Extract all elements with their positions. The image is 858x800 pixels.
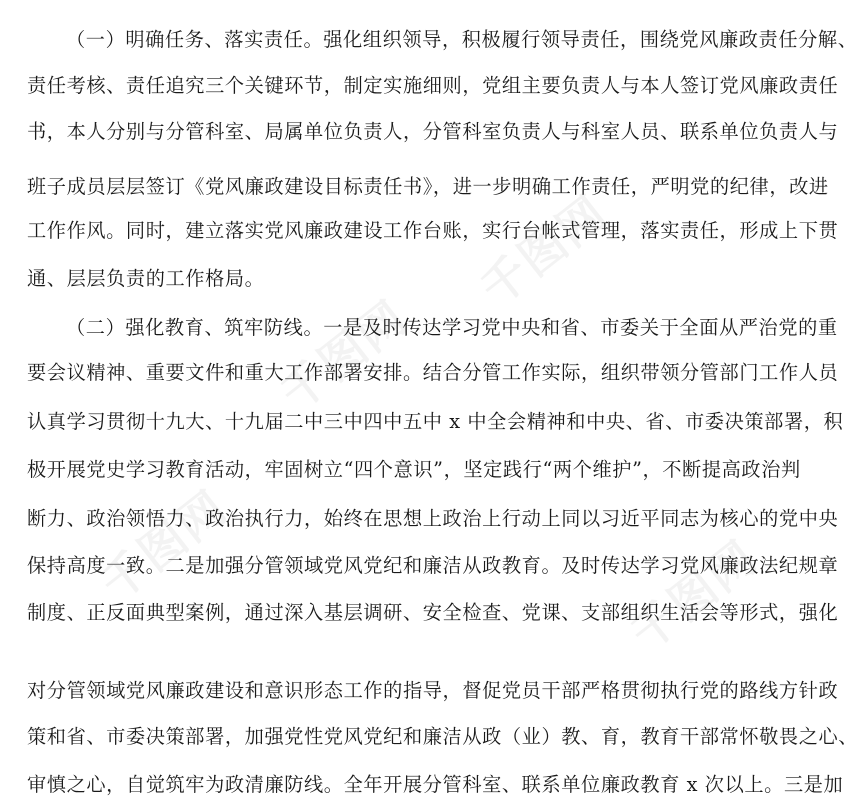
paragraph-line: 要会议精神、重要文件和重大工作部署安排。结合分管工作实际，组织带领分管部门工作人员: [27, 361, 839, 384]
paragraph-line: 责任考核、责任追究三个关键环节，制定实施细则，党组主要负责人与本人签订党风廉政责任: [27, 74, 839, 97]
paragraph-line: 班子成员层层签订《党风廉政建设目标责任书》，进一步明确工作责任，严明党的纪律，改进: [27, 175, 829, 198]
paragraph-line: 书，本人分别与分管科室、局属单位负责人，分管科室负责人与科室人员、联系单位负责人与: [27, 120, 839, 143]
paragraph-line: 保持高度一致。二是加强分管领域党风党纪和廉洁从政教育。及时传达学习党风廉政法纪规章: [27, 554, 839, 577]
paragraph-line: 工作作风。同时，建立落实党风廉政建设工作台账，实行台帐式管理，落实责任，形成上下贯: [27, 219, 839, 242]
paragraph-line: 策和省、市委决策部署，加强党性党风党纪和廉洁从政（业）教、育，教育干部常怀敬畏之心、: [27, 725, 858, 748]
paragraph-line: （一）明确任务、落实责任。强化组织领导，积极履行领导责任，围绕党风廉政责任分解、: [66, 28, 858, 51]
paragraph-line: 制度、正反面典型案例，通过深入基层调研、安全检查、党课、支部组织生活会等形式，强化: [27, 601, 839, 624]
paragraph-line: 断力、政治领悟力、政治执行力，始终在思想上政治上行动上同以习近平同志为核心的党中央: [27, 507, 839, 530]
watermark-4: 千图网: [620, 529, 768, 661]
paragraph-line: 极开展党史学习教育活动，牢固树立“四个意识”，坚定践行“两个维护”，不断提高政治判: [27, 458, 801, 481]
paragraph-line: 通、层层负责的工作格局。: [27, 267, 265, 290]
paragraph-line: 审慎之心，自觉筑牢为政清廉防线。全年开展分管科室、联系单位廉政教育 x 次以上。三是加: [27, 773, 844, 796]
paragraph-line: 认真学习贯彻十九大、十九届二中三中四中五中 x 中全会精神和中央、省、市委决策部署，积: [27, 410, 844, 433]
paragraph-line: （二）强化教育、筑牢防线。一是及时传达学习党中央和省、市委关于全面从严治党的重: [66, 316, 838, 339]
watermark-3: 千图网: [90, 479, 238, 611]
watermark-2: 千图网: [270, 289, 418, 421]
watermark-1: 千图网: [470, 184, 618, 316]
paragraph-line: 对分管领域党风廉政建设和意识形态工作的指导，督促党员干部严格贯彻执行党的路线方针政: [27, 679, 839, 702]
